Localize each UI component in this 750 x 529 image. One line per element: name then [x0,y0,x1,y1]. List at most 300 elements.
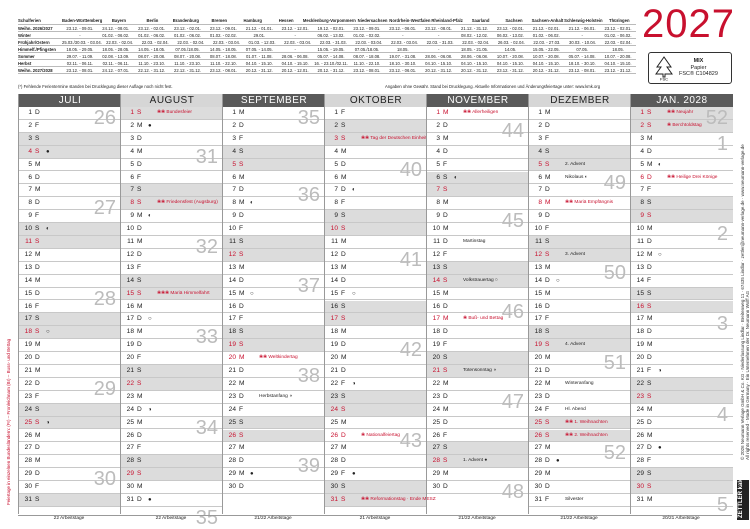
calendar-day[interactable] [325,481,427,494]
weekday-letter: M [35,186,41,194]
weekday-letter: F [35,121,40,129]
calendar-day[interactable] [121,133,223,146]
calendar-day[interactable] [121,107,223,120]
weekday-letter: F [137,173,142,181]
calendar-day[interactable] [223,391,325,404]
calendar-day[interactable] [427,455,529,468]
weekday-letter: F [647,457,652,465]
holidays-cell: 24.12. - 08.01. [102,25,130,31]
weekday-letter: M [35,341,41,349]
holidays-note-left: (*) Fehlende Ferientermine standen bei Drucklegung dieser Auflage noch nicht fest. [18,84,173,89]
day-event: Silvester [565,497,584,502]
weekday-letter: M [239,289,245,297]
calendar-day[interactable] [121,455,223,468]
calendar-day[interactable] [427,197,529,210]
calendar-day[interactable] [325,184,427,197]
calendar-day[interactable] [19,159,121,172]
holidays-cell: 18.05. - 28.05. [102,46,130,52]
calendar-day[interactable] [223,146,325,159]
holidays-cell: 20.12. - 31.12. [317,67,345,73]
calendar-day[interactable] [529,378,631,391]
calendar-day[interactable] [427,275,529,288]
calendar-day[interactable] [529,313,631,326]
calendar-day[interactable] [427,352,529,365]
calendar-day[interactable] [631,210,733,223]
weekday-letter: D [545,392,550,400]
calendar-day[interactable] [19,365,121,378]
weekday-letter: M [647,496,653,503]
holidays-cell: - [294,32,296,38]
calendar-day[interactable] [223,442,325,455]
calendar-day[interactable] [631,172,733,185]
day-number: 3 [640,134,644,142]
workdays-count: 20/21 Arbeitstage [630,515,732,521]
calendar-day[interactable] [223,326,325,339]
weekday-letter: F [239,225,244,233]
calendar-day[interactable] [121,120,223,133]
workdays-footer [18,515,732,525]
day-number: 7 [538,186,542,194]
calendar-day[interactable] [631,442,733,455]
day-event: ❀❀❀ Mariä Himmelfahrt [157,290,210,296]
calendar-day[interactable] [19,184,121,197]
day-number: 12 [228,250,236,258]
day-number: 13 [24,263,32,271]
calendar-day[interactable] [325,494,436,507]
day-number: 20 [24,354,32,362]
holidays-cell: 11.10. - 22.10. [353,60,381,66]
holidays-cell: 04.10. - 15.10. [496,60,524,66]
day-number: 3 [538,134,542,142]
day-number: 16 [330,302,338,310]
calendar-day[interactable] [325,391,427,404]
weekday-letter: M [239,109,245,116]
calendar-day[interactable] [121,210,223,223]
day-number: 8 [28,199,32,207]
calendar-day[interactable] [19,339,121,352]
calendar-day[interactable] [529,107,631,120]
calendar-day[interactable] [631,391,733,404]
calendar-day[interactable] [427,236,529,249]
calendar-day[interactable] [529,430,631,443]
calendar-day[interactable] [223,210,325,223]
day-number: 19 [330,341,338,349]
calendar-day[interactable] [223,430,325,443]
moon-phase-icon: ● [658,445,662,452]
calendar-day[interactable] [121,494,223,507]
week-number: 26 [93,107,116,129]
calendar-day[interactable] [427,288,529,301]
calendar-day[interactable] [427,184,529,197]
week-number: 46 [501,300,524,323]
calendar-day[interactable] [529,120,631,133]
calendar-day[interactable] [223,339,325,352]
calendar-day[interactable] [325,365,427,378]
weekday-letter: D [137,134,142,142]
day-event: 4. Advent [565,342,586,348]
calendar-day[interactable] [631,159,733,172]
year-title: 2027 [642,2,735,46]
calendar-day[interactable] [325,210,427,223]
calendar-day[interactable] [529,468,631,481]
calendar-day[interactable] [325,146,427,159]
week-number: 45 [501,210,524,233]
holidays-cell: 18.10. - 30.10. [568,60,596,66]
weekday-letter: S [647,109,652,116]
calendar-day[interactable] [121,365,223,378]
holidays-cell: - [437,46,440,52]
day-event: ❀❀ 2. Weihnachten [565,432,608,438]
weekday-letter: F [341,109,346,116]
weekday-letter: D [35,289,40,297]
calendar-day[interactable] [427,159,529,172]
imprint-line2: All rights reserved · Made in Germany · Ein Unternehmen der Dr. Neumann Wolff AG [745,290,750,460]
weekday-letter: M [545,289,551,297]
calendar-day[interactable] [529,288,631,301]
calendar-day[interactable] [19,326,121,339]
workdays-count: 22 Arbeitstage [18,515,120,521]
holidays-cell: 23.12. - 08.01. [568,67,596,73]
day-number: 15 [24,289,32,297]
holidays-row-label: Weihn. 2026/2027 [18,25,53,31]
weekday-letter: S [137,186,142,194]
calendar-day[interactable] [529,326,631,339]
calendar-day[interactable] [121,172,223,185]
calendar-day[interactable] [223,159,325,172]
calendar-day[interactable] [223,249,325,262]
day-number: 20 [636,354,644,362]
calendar-day[interactable] [223,417,325,430]
calendar-day[interactable] [631,481,733,494]
day-event: Nikolaus ◐ [565,174,588,180]
calendar-day[interactable] [121,262,223,275]
day-number: 25 [126,418,134,426]
calendar-day[interactable] [325,378,427,391]
workdays-count: 22 Arbeitstage [120,515,222,521]
holidays-cell: 05.07. - 14.08. [317,53,345,59]
day-number: 12 [636,250,644,258]
calendar-day[interactable] [631,378,733,391]
calendar-day[interactable] [223,313,325,326]
calendar-day[interactable] [529,133,631,146]
weekday-letter: D [239,483,244,491]
holidays-cell: 20.12. - 31.12. [245,67,273,73]
day-number: 6 [28,173,32,181]
holidays-cell: 02.08. - 13.09. [102,53,130,59]
calendar-day[interactable] [223,352,325,365]
weekday-letter: F [137,354,142,362]
weekday-letter: M [137,483,143,491]
calendar-day[interactable] [325,107,427,120]
weekday-letter: F [545,134,550,142]
week-number: 47 [501,390,524,413]
weekday-letter: F [341,289,346,297]
calendar-day[interactable] [325,275,427,288]
day-number: 31 [126,496,134,503]
day-number: 27 [534,444,542,452]
calendar-day[interactable] [529,159,631,172]
weekday-letter: F [35,302,40,310]
day-number: 2 [232,121,236,129]
calendar-day[interactable] [121,378,223,391]
day-number: 26 [534,431,542,439]
day-number: 28 [126,457,134,465]
holidays-cell: 23.12. - 02.01. [604,25,632,31]
weekday-letter: M [647,315,653,323]
weekday-letter: M [239,199,245,207]
calendar-day[interactable] [427,339,529,352]
day-number: 14 [636,276,644,284]
day-number: 29 [534,470,542,478]
calendar-day[interactable] [121,313,223,326]
calendar-day[interactable] [631,184,733,197]
calendar-day[interactable] [325,120,427,133]
calendar-day[interactable] [121,275,223,288]
calendar-day[interactable] [325,223,427,236]
calendar-day[interactable] [427,249,529,262]
calendar-day[interactable] [325,455,427,468]
calendar-day[interactable] [427,378,529,391]
calendar-day[interactable] [529,197,631,210]
holidays-cell: 08.07. - 18.08. [209,53,237,59]
weekday-letter: S [137,276,142,284]
day-event: Volkstrauertag ○ [463,277,498,283]
day-number: 19 [432,341,440,349]
calendar-day[interactable] [19,404,121,417]
weekday-letter: S [341,496,346,503]
holidays-cell: 20.12. - 12.01. [281,67,309,73]
calendar-day[interactable] [121,352,223,365]
day-number: 26 [126,431,134,439]
calendar-day[interactable] [121,391,223,404]
calendar-day[interactable] [529,249,631,262]
calendar-day[interactable] [19,494,121,507]
calendar-day[interactable] [325,236,427,249]
calendar-day[interactable] [631,430,733,443]
calendar-day[interactable] [325,301,427,314]
calendar-day[interactable] [19,275,121,288]
calendar-day[interactable] [121,223,223,236]
calendar-day[interactable] [121,184,223,197]
calendar-day[interactable] [427,365,529,378]
calendar-day[interactable] [529,417,631,430]
holidays-cell: - [437,32,440,38]
holidays-cell: 01.02. - 02.02. [353,32,381,38]
calendar-day[interactable] [427,262,529,275]
calendar-day[interactable] [19,223,121,236]
day-number: 11 [229,238,236,245]
calendar-day[interactable] [631,197,733,210]
day-number: 9 [538,212,542,220]
day-number: 27 [330,444,338,452]
day-number: 27 [636,444,644,452]
day-number: 23 [636,392,644,400]
day-event: Herbstanfang ◑ [259,393,293,399]
calendar-day[interactable] [427,107,529,120]
weekday-letter: S [545,238,550,245]
day-number: 20 [432,354,440,362]
day-number: 11 [331,238,338,245]
calendar-day[interactable] [427,468,529,481]
calendar-day[interactable] [325,404,427,417]
holidays-row [18,46,636,53]
calendar-day[interactable] [427,417,529,430]
calendar-day[interactable] [19,442,121,455]
weekday-letter: D [545,457,550,465]
month-header: OKTOBER [325,94,427,107]
day-number: 28 [636,457,644,465]
day-number: 26 [330,431,338,439]
day-number: 16 [228,302,236,310]
calendar-day[interactable] [325,288,427,301]
moon-phase-icon: ● [148,122,152,129]
day-number: 3 [436,134,440,142]
weekday-letter: S [443,444,448,452]
calendar-day[interactable] [325,417,427,430]
weekday-letter: F [35,212,40,220]
weekday-letter: S [137,457,142,465]
holidays-cell: Niedersachsen [357,18,388,23]
calendar-day[interactable] [19,133,121,146]
calendar-day[interactable] [325,468,427,481]
calendar-day[interactable] [19,455,121,468]
calendar-day[interactable] [19,236,121,249]
calendar-day[interactable] [325,133,427,146]
calendar-day[interactable] [529,404,631,417]
calendar-day[interactable] [19,249,121,262]
weekday-letter: F [239,134,244,142]
calendar-day[interactable] [19,352,121,365]
calendar-day[interactable] [529,223,631,236]
weekday-letter: D [35,109,40,116]
holidays-row-label: Winter [18,32,31,38]
calendar-day[interactable] [631,288,733,301]
calendar-day[interactable] [631,339,733,352]
day-number: 23 [126,392,134,400]
calendar-day[interactable] [427,430,529,443]
calendar-day[interactable] [223,404,325,417]
calendar-day[interactable] [529,481,631,494]
calendar-day[interactable] [19,430,121,443]
day-number: 11 [535,238,542,245]
weekday-letter: M [647,431,653,439]
holidays-cell: 23.12. - 08.01. [66,67,94,73]
calendar-day[interactable] [121,301,223,314]
weekday-letter: F [35,392,40,400]
day-number: 28 [534,457,542,465]
calendar-day[interactable] [121,404,223,417]
calendar-day[interactable] [427,172,529,185]
holidays-cell: Schleswig-Holstein [564,18,603,23]
calendar-day[interactable] [427,326,529,339]
day-number: 11 [637,238,644,245]
day-number: 7 [640,186,644,194]
calendar-day[interactable] [631,352,733,365]
calendar-day[interactable] [631,275,733,288]
weekday-letter: D [239,457,244,465]
calendar-day[interactable] [223,223,325,236]
calendar-day[interactable] [529,391,631,404]
day-number: 10 [126,225,134,233]
calendar-day[interactable] [631,455,733,468]
day-event: ❀ Berchtoldstag [667,122,702,128]
calendar-day[interactable] [121,481,223,494]
calendar-day[interactable] [529,236,631,249]
month-header: DEZEMBER [529,94,631,107]
holidays-cell: 23.12. - 09.01. [353,25,381,31]
day-number: 11 [25,238,32,245]
calendar-day[interactable] [427,442,529,455]
weekday-letter: M [341,147,347,155]
weekday-letter: D [443,418,448,426]
day-number: 29 [636,470,644,478]
weekday-letter: S [341,315,346,323]
weekday-letter: D [647,147,652,155]
weekday-letter: D [35,444,40,452]
calendar-day[interactable] [121,442,223,455]
day-event: ❀❀ 1. Weihnachten [565,419,608,425]
weekday-letter: S [647,470,652,478]
day-number: 8 [334,199,338,207]
day-number: 14 [228,276,236,284]
calendar-day[interactable] [19,172,121,185]
calendar-day[interactable] [121,468,223,481]
weekday-letter: D [137,341,142,349]
calendar-day[interactable] [529,146,631,159]
week-number: 5 [716,494,728,516]
calendar-day[interactable] [19,313,121,326]
day-number: 5 [640,160,644,168]
calendar-day[interactable] [121,197,223,210]
calendar-day[interactable] [223,236,325,249]
calendar-day[interactable] [631,365,733,378]
calendar-day[interactable] [121,288,223,301]
calendar-day[interactable] [529,210,631,223]
calendar-day[interactable] [325,326,427,339]
holidays-cell: 23.12. - 09.01. [66,25,94,31]
calendar-day[interactable] [631,249,733,262]
calendar-day[interactable] [223,301,325,314]
holidays-row-label: Himmelf./Pfingsten [18,46,56,52]
weekday-letter: D [239,276,244,284]
calendar-day[interactable] [529,494,631,507]
day-number: 23 [228,392,236,400]
calendar-day[interactable] [325,197,427,210]
weekday-letter: M [239,354,245,362]
calendar-day[interactable] [223,133,325,146]
calendar-day[interactable] [223,172,325,185]
calendar-day[interactable] [223,262,325,275]
calendar-day[interactable] [19,417,121,430]
weekday-letter: D [545,302,550,310]
calendar-day[interactable] [631,468,733,481]
day-number: 23 [534,392,542,400]
week-number: 2 [716,223,728,246]
calendar-day[interactable] [529,339,631,352]
calendar-day[interactable] [19,262,121,275]
day-number: 24 [330,405,338,413]
calendar-day[interactable] [19,146,121,159]
calendar-day[interactable] [631,301,733,314]
calendar-day[interactable] [223,481,325,494]
calendar-day[interactable] [631,262,733,275]
calendar-day[interactable] [427,146,529,159]
calendar-day[interactable] [529,301,631,314]
holidays-cell: 04.10. - 15.10. [532,60,560,66]
weekday-letter: M [443,134,449,142]
holidays-cell: 22.03. - 02.04. [141,39,169,45]
calendar-day[interactable] [325,313,427,326]
